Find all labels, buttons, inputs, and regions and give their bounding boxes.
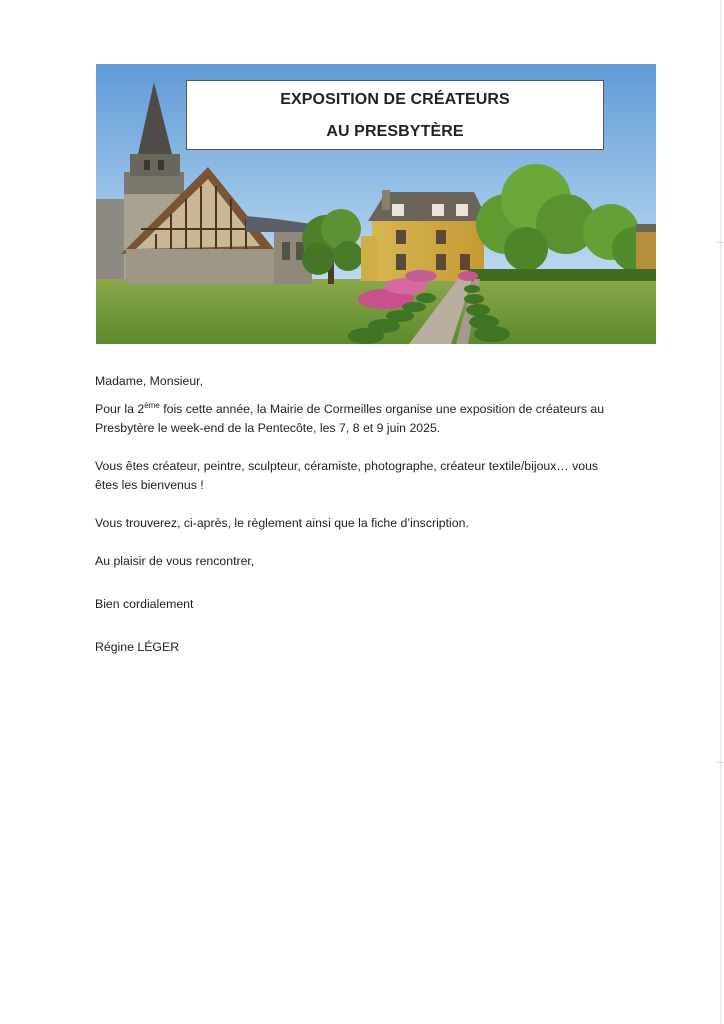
paragraph-invitation-line2: êtes les bienvenus !	[95, 478, 204, 492]
paragraph-edition	[95, 400, 655, 438]
paragraph-documents: Vous trouverez, ci-après, le règlement ainsi que la fiche d’inscription.	[95, 516, 469, 530]
title-line-1: EXPOSITION DE CRÉATEURS	[280, 91, 510, 108]
scan-mark	[716, 762, 724, 763]
signature: Régine LÉGER	[95, 640, 180, 654]
paragraph-edition-line2: Presbytère le week-end de la Pentecôte, les 7, 8 et 9 juin 2025.	[95, 421, 441, 435]
paragraph-invitation	[95, 457, 655, 495]
salutation: Madame, Monsieur,	[95, 374, 203, 388]
scan-mark	[716, 242, 724, 243]
paragraph-meeting: Au plaisir de vous rencontrer,	[95, 554, 255, 568]
paragraph-edition-start: Pour la 2	[95, 402, 145, 416]
scan-edge	[720, 0, 721, 1024]
letter-body	[95, 372, 655, 657]
paragraph-invitation-line1: Vous êtes créateur, peintre, sculpteur, céramiste, photographe, créateur textile/bijoux… vous	[95, 459, 599, 473]
title-line-2: AU PRESBYTÈRE	[326, 123, 464, 140]
ordinal-suffix: ème	[144, 401, 160, 410]
header-banner	[96, 64, 656, 344]
closing: Bien cordialement	[95, 597, 194, 611]
paragraph-edition-rest: fois cette année, la Mairie de Cormeilles organise une exposition de créateurs au	[159, 402, 605, 416]
title-box	[186, 80, 604, 150]
